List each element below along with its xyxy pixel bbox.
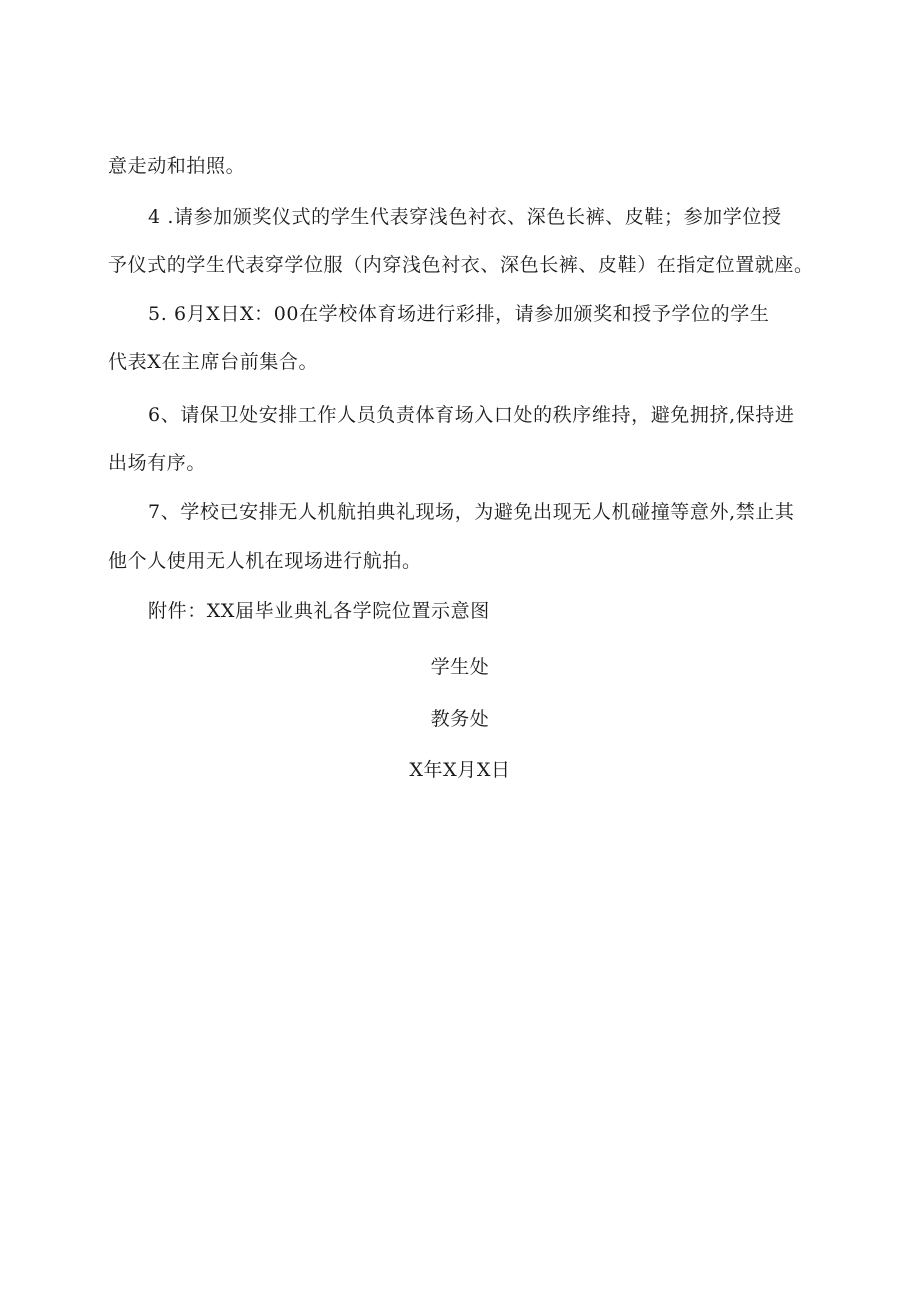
signature-dept-academic-affairs: 教务处 <box>430 708 490 730</box>
signature-date: X年X月X日 <box>409 759 511 781</box>
signature-dept-student-affairs: 学生处 <box>430 656 490 678</box>
paragraph-line: 予仪式的学生代表穿学位服（内穿浅色衬衣、深色长裤、皮鞋）在指定位置就座。 <box>108 254 814 276</box>
paragraph-line: 7、学校已安排无人机航拍典礼现场，为避免出现无人机碰撞等意外,禁止其 <box>148 501 795 523</box>
paragraph-line: 6、请保卫处安排工作人员负责体育场入口处的秩序维持，避免拥挤,保持进 <box>148 404 795 426</box>
paragraph-line: 他个人使用无人机在现场进行航拍。 <box>108 550 422 572</box>
paragraph-line: 意走动和拍照。 <box>108 155 246 177</box>
paragraph-line: 代表X在主席台前集合。 <box>108 351 319 373</box>
attachment-line: 附件：XX届毕业典礼各学院位置示意图 <box>148 600 490 622</box>
paragraph-line: 4 .请参加颁奖仪式的学生代表穿浅色衬衣、深色长裤、皮鞋；参加学位授 <box>148 206 782 228</box>
paragraph-line: 5. 6月X日X：00在学校体育场进行彩排，请参加颁奖和授予学位的学生 <box>148 303 770 325</box>
paragraph-line: 出场有序。 <box>108 452 207 474</box>
